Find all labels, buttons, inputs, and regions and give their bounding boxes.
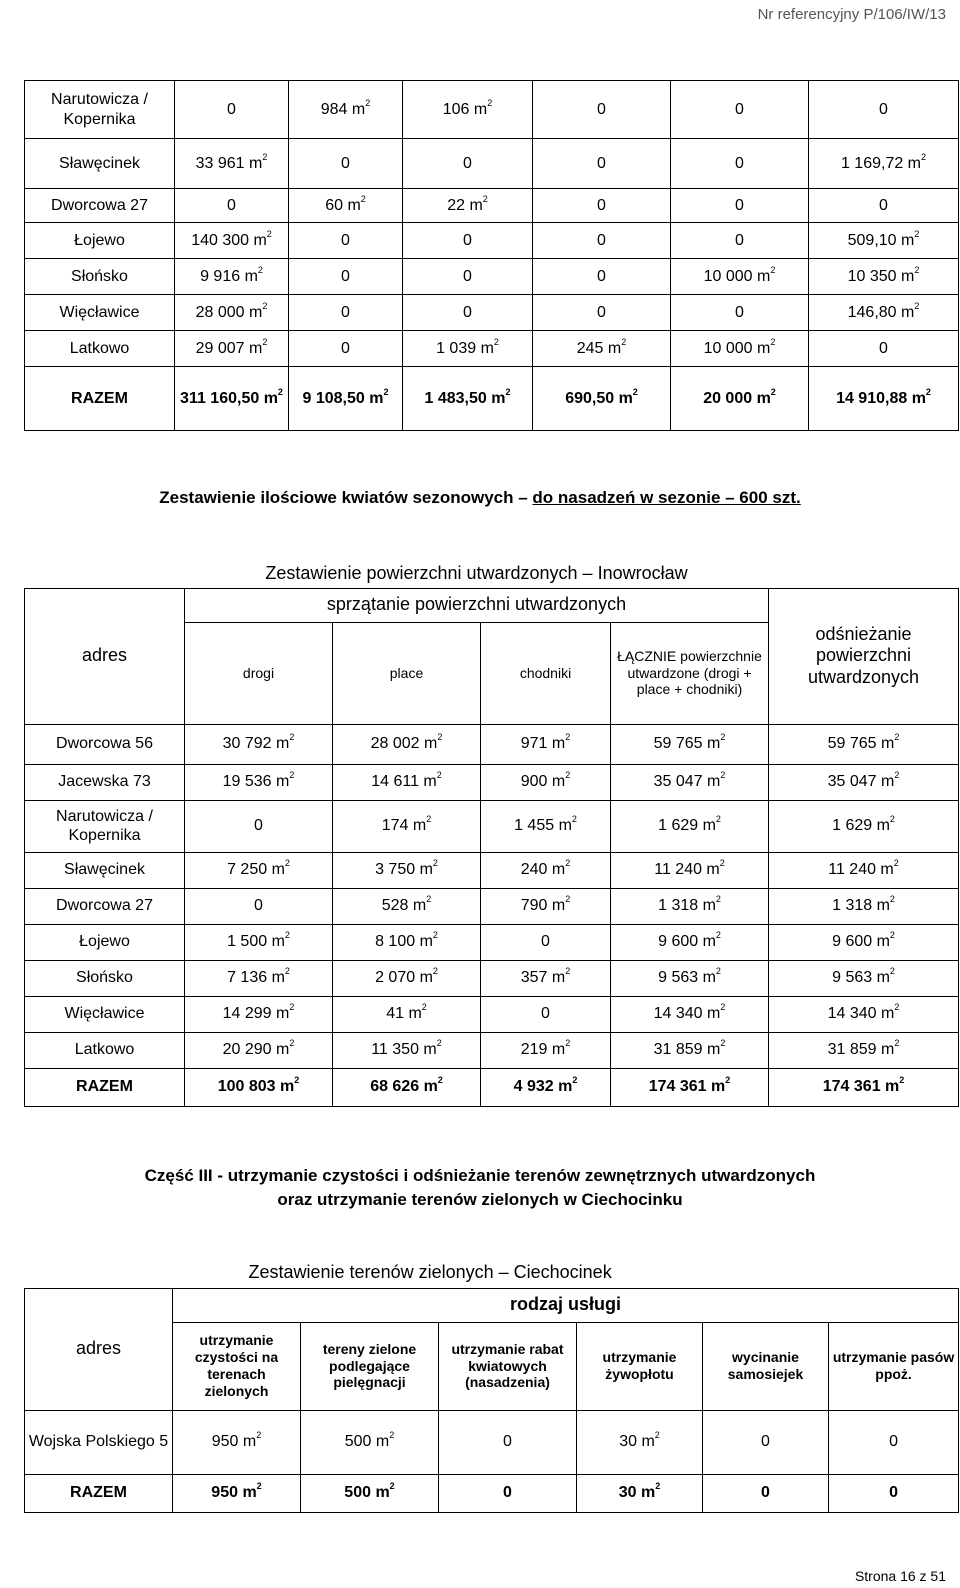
- table3-cell: 500 $m^2$: [301, 1410, 439, 1474]
- table1-total-cell: 690,50 $m^2$: [533, 367, 671, 431]
- superscript: 2: [720, 1002, 726, 1013]
- superscript: 2: [426, 814, 432, 825]
- table1-cell: 146,80 $m^2$: [809, 295, 959, 331]
- table1-cell: 0: [289, 295, 403, 331]
- table1-cell: 0: [175, 189, 289, 223]
- superscript: 2: [289, 732, 295, 743]
- table1-cell: 984 $m^2$: [289, 81, 403, 139]
- table1-cell: 9 916 $m^2$: [175, 259, 289, 295]
- superscript: 2: [572, 1075, 578, 1086]
- table2-row: [25, 1032, 959, 1068]
- table2-cell: 790 $m^2$: [481, 888, 611, 924]
- table1-cell: 0: [403, 139, 533, 189]
- table1-row: [25, 139, 959, 189]
- table2-row: [25, 800, 959, 852]
- table1-cell: 509,10 $m^2$: [809, 223, 959, 259]
- table-hardened-surfaces: [24, 560, 959, 1107]
- part3-heading: [0, 1166, 960, 1210]
- superscript: 2: [432, 930, 438, 941]
- table3-total-cell: 0: [439, 1474, 577, 1512]
- table2-title: Zestawienie powierzchni utwardzonych – Inowrocław: [265, 562, 688, 583]
- table1-cell: 1 039 $m^2$: [403, 331, 533, 367]
- table2-cell: 9 600 $m^2$: [611, 924, 769, 960]
- table1-row: [25, 259, 959, 295]
- table2-row: [25, 724, 959, 764]
- superscript: 2: [487, 97, 493, 108]
- table2-cell: 11 350 $m^2$: [333, 1032, 481, 1068]
- superscript: 2: [437, 732, 443, 743]
- table2-cell: 0: [481, 996, 611, 1032]
- table2-cell: 1 318 $m^2$: [769, 888, 959, 924]
- table2-row: [25, 960, 959, 996]
- table2-cell: 28 002 $m^2$: [333, 724, 481, 764]
- table3-total-cell: 500 $m^2$: [301, 1474, 439, 1512]
- table3-cell: Wojska Polskiego 5: [25, 1410, 173, 1474]
- superscript: 2: [482, 193, 488, 204]
- superscript: 2: [715, 930, 721, 941]
- table1-cell: 0: [671, 139, 809, 189]
- table2-cell: 357 $m^2$: [481, 960, 611, 996]
- table2-cell: 35 047 $m^2$: [611, 764, 769, 800]
- page-number: Strona 16 z 51: [854, 1568, 946, 1584]
- superscript: 2: [894, 770, 900, 781]
- table2-cell: Dworcowa 27: [25, 888, 185, 924]
- table2-row: [25, 764, 959, 800]
- table-green-areas: [24, 1258, 959, 1513]
- table2-cell: 900 $m^2$: [481, 764, 611, 800]
- table3-title: Zestawienie terenów zielonych – Ciechocinek: [248, 1261, 612, 1282]
- table3-cell: 0: [703, 1410, 829, 1474]
- table2-cell: 971 $m^2$: [481, 724, 611, 764]
- table2-col-adres: adres: [25, 588, 185, 724]
- table1-total-cell: 9 108,50 $m^2$: [289, 367, 403, 431]
- table3-col-5: wycinanie samosiejek: [703, 1322, 829, 1410]
- superscript: 2: [725, 1075, 731, 1086]
- superscript: 2: [266, 228, 272, 239]
- superscript: 2: [720, 732, 726, 743]
- superscript: 2: [565, 1038, 571, 1049]
- table2-cell: 0: [481, 924, 611, 960]
- table-hardened-surfaces-body: [25, 560, 959, 1106]
- table1-cell: 22 $m^2$: [403, 189, 533, 223]
- superscript: 2: [899, 1075, 905, 1086]
- table1-cell: Łojewo: [25, 223, 175, 259]
- table1-total-cell: 14 910,88 $m^2$: [809, 367, 959, 431]
- table3-group: rodzaj usługi: [173, 1288, 959, 1322]
- superscript: 2: [654, 1430, 660, 1441]
- superscript: 2: [365, 97, 371, 108]
- table2-total-row: [25, 1068, 959, 1106]
- superscript: 2: [257, 264, 263, 275]
- table1-cell: 0: [533, 223, 671, 259]
- table1-cell: 0: [809, 189, 959, 223]
- superscript: 2: [436, 1038, 442, 1049]
- superscript: 2: [432, 966, 438, 977]
- table1-cell: Słońsko: [25, 259, 175, 295]
- table1-cell: Sławęcinek: [25, 139, 175, 189]
- table1-cell: 0: [671, 81, 809, 139]
- table1-cell: 0: [533, 139, 671, 189]
- table1-cell: 106 $m^2$: [403, 81, 533, 139]
- table2-cell: Dworcowa 56: [25, 724, 185, 764]
- superscript: 2: [770, 386, 776, 397]
- table1-cell: 0: [809, 81, 959, 139]
- table1-cell: 33 961 $m^2$: [175, 139, 289, 189]
- table1-cell: Dworcowa 27: [25, 189, 175, 223]
- table3-cell: 0: [439, 1410, 577, 1474]
- table2-col-drogi: drogi: [185, 622, 333, 724]
- superscript: 2: [262, 336, 268, 347]
- superscript: 2: [894, 1038, 900, 1049]
- superscript: 2: [715, 894, 721, 905]
- table2-cell: Jacewska 73: [25, 764, 185, 800]
- superscript: 2: [383, 386, 389, 397]
- table3-col-4: utrzymanie żywopłotu: [577, 1322, 703, 1410]
- table3-col-6: utrzymanie pasów ppoż.: [829, 1322, 959, 1410]
- table3-cell: 0: [829, 1410, 959, 1474]
- superscript: 2: [294, 1075, 300, 1086]
- superscript: 2: [262, 300, 268, 311]
- table2-total-cell: 4 932 $m^2$: [481, 1068, 611, 1106]
- table2-cell: 11 240 $m^2$: [611, 852, 769, 888]
- table2-cell: Łojewo: [25, 924, 185, 960]
- flowers-heading-part2: do nasadzeń w sezonie – 600 szt.: [532, 488, 801, 507]
- table2-row: [25, 996, 959, 1032]
- table2-cell: 528 $m^2$: [333, 888, 481, 924]
- table2-cell: 0: [185, 888, 333, 924]
- table2-cell: 59 765 $m^2$: [611, 724, 769, 764]
- table1-row: [25, 223, 959, 259]
- part3-line2: oraz utrzymanie terenów zielonych w Ciechocinku: [277, 1190, 683, 1209]
- superscript: 2: [360, 193, 366, 204]
- superscript: 2: [565, 894, 571, 905]
- superscript: 2: [262, 151, 268, 162]
- table-area-summary-body: [25, 81, 959, 431]
- superscript: 2: [894, 732, 900, 743]
- table3-total-cell: RAZEM: [25, 1474, 173, 1512]
- superscript: 2: [505, 386, 511, 397]
- superscript: 2: [894, 1002, 900, 1013]
- table2-total-cell: 174 361 $m^2$: [769, 1068, 959, 1106]
- table1-total-cell: 311 160,50 $m^2$: [175, 367, 289, 431]
- table1-cell: Więcławice: [25, 295, 175, 331]
- table2-cell: 31 859 $m^2$: [611, 1032, 769, 1068]
- superscript: 2: [571, 814, 577, 825]
- table1-cell: 29 007 $m^2$: [175, 331, 289, 367]
- table2-cell: 14 340 $m^2$: [769, 996, 959, 1032]
- superscript: 2: [565, 770, 571, 781]
- superscript: 2: [719, 858, 725, 869]
- superscript: 2: [921, 151, 927, 162]
- table2-cell: 0: [185, 800, 333, 852]
- table2-cell: 9 563 $m^2$: [611, 960, 769, 996]
- table2-row: [25, 888, 959, 924]
- table2-col-chodniki: chodniki: [481, 622, 611, 724]
- table1-cell: 0: [671, 223, 809, 259]
- table2-group: sprzątanie powierzchni utwardzonych: [185, 588, 769, 622]
- table2-cell: 8 100 $m^2$: [333, 924, 481, 960]
- table2-cell: 14 299 $m^2$: [185, 996, 333, 1032]
- table2-total-cell: RAZEM: [25, 1068, 185, 1106]
- table2-total-cell: 100 803 $m^2$: [185, 1068, 333, 1106]
- table2-row: [25, 924, 959, 960]
- table2-cell: 9 563 $m^2$: [769, 960, 959, 996]
- superscript: 2: [436, 770, 442, 781]
- superscript: 2: [621, 336, 627, 347]
- superscript: 2: [655, 1481, 661, 1492]
- table1-cell: 0: [403, 295, 533, 331]
- superscript: 2: [889, 930, 895, 941]
- superscript: 2: [889, 894, 895, 905]
- table-area-summary: [24, 80, 959, 431]
- table2-cell: 1 629 $m^2$: [769, 800, 959, 852]
- superscript: 2: [289, 770, 295, 781]
- table2-cell: 59 765 $m^2$: [769, 724, 959, 764]
- table2-cell: 174 $m^2$: [333, 800, 481, 852]
- table1-cell: 140 300 $m^2$: [175, 223, 289, 259]
- table1-cell: 1 169,72 $m^2$: [809, 139, 959, 189]
- table2-cell: 19 536 $m^2$: [185, 764, 333, 800]
- table2-row: [25, 852, 959, 888]
- table1-cell: 0: [289, 139, 403, 189]
- table2-cell: Narutowicza / Kopernika: [25, 800, 185, 852]
- table1-cell: Latkowo: [25, 331, 175, 367]
- table2-cell: 1 455 $m^2$: [481, 800, 611, 852]
- table1-row: [25, 81, 959, 139]
- table1-cell: 0: [533, 81, 671, 139]
- superscript: 2: [256, 1481, 262, 1492]
- superscript: 2: [925, 386, 931, 397]
- table-green-areas-body: [25, 1258, 959, 1512]
- superscript: 2: [284, 858, 290, 869]
- superscript: 2: [565, 732, 571, 743]
- superscript: 2: [889, 966, 895, 977]
- table2-cell: 31 859 $m^2$: [769, 1032, 959, 1068]
- superscript: 2: [914, 300, 920, 311]
- table2-cell: 1 318 $m^2$: [611, 888, 769, 924]
- reference-number: Nr referencyjny P/106/IW/13: [757, 6, 946, 23]
- table3-cell: 950 $m^2$: [173, 1410, 301, 1474]
- table2-cell: 219 $m^2$: [481, 1032, 611, 1068]
- superscript: 2: [256, 1430, 262, 1441]
- table2-cell: 240 $m^2$: [481, 852, 611, 888]
- table1-cell: 0: [403, 259, 533, 295]
- table2-cell: Sławęcinek: [25, 852, 185, 888]
- table1-cell: 0: [671, 189, 809, 223]
- superscript: 2: [426, 894, 432, 905]
- table2-cell: 9 600 $m^2$: [769, 924, 959, 960]
- superscript: 2: [914, 228, 920, 239]
- table2-col-place: place: [333, 622, 481, 724]
- table3-col-adres: adres: [25, 1288, 173, 1410]
- table2-cell: 3 750 $m^2$: [333, 852, 481, 888]
- table3-total-cell: 0: [703, 1474, 829, 1512]
- superscript: 2: [437, 1075, 443, 1086]
- table3-total-cell: 950 $m^2$: [173, 1474, 301, 1512]
- table1-cell: 0: [533, 189, 671, 223]
- table1-cell: 0: [533, 295, 671, 331]
- table2-cell: 20 290 $m^2$: [185, 1032, 333, 1068]
- flowers-heading-part1: Zestawienie ilościowe kwiatów sezonowych –: [159, 488, 533, 507]
- table3-col-1: utrzymanie czystości na terenach zielonych: [173, 1322, 301, 1410]
- table3-row: [25, 1410, 959, 1474]
- superscript: 2: [715, 966, 721, 977]
- superscript: 2: [565, 966, 571, 977]
- table3-total-row: [25, 1474, 959, 1512]
- table1-cell: 0: [403, 223, 533, 259]
- superscript: 2: [632, 386, 638, 397]
- table2-cell: 7 136 $m^2$: [185, 960, 333, 996]
- table1-row: [25, 331, 959, 367]
- table1-cell: 60 $m^2$: [289, 189, 403, 223]
- superscript: 2: [277, 386, 283, 397]
- table1-row: [25, 295, 959, 331]
- table1-cell: 0: [289, 331, 403, 367]
- superscript: 2: [389, 1430, 395, 1441]
- table1-row: [25, 189, 959, 223]
- superscript: 2: [914, 264, 920, 275]
- table1-total-row: [25, 367, 959, 431]
- superscript: 2: [284, 966, 290, 977]
- table2-cell: 14 340 $m^2$: [611, 996, 769, 1032]
- table1-cell: 0: [289, 259, 403, 295]
- superscript: 2: [289, 1002, 295, 1013]
- table2-cell: 35 047 $m^2$: [769, 764, 959, 800]
- table2-col-snow: odśnieżanie powierzchni utwardzonych: [769, 588, 959, 724]
- table2-cell: Więcławice: [25, 996, 185, 1032]
- table1-total-cell: RAZEM: [25, 367, 175, 431]
- superscript: 2: [432, 858, 438, 869]
- table3-total-cell: 0: [829, 1474, 959, 1512]
- table1-cell: 0: [809, 331, 959, 367]
- superscript: 2: [389, 1481, 395, 1492]
- table2-cell: 30 792 $m^2$: [185, 724, 333, 764]
- table2-cell: 1 500 $m^2$: [185, 924, 333, 960]
- superscript: 2: [770, 264, 776, 275]
- table2-cell: 2 070 $m^2$: [333, 960, 481, 996]
- table1-cell: 0: [533, 259, 671, 295]
- table2-col-lacznie: ŁĄCZNIE powierzchnie utwardzone (drogi + place + chodniki): [611, 622, 769, 724]
- table2-cell: Słońsko: [25, 960, 185, 996]
- superscript: 2: [720, 770, 726, 781]
- table1-cell: 10 000 $m^2$: [671, 259, 809, 295]
- table2-cell: Latkowo: [25, 1032, 185, 1068]
- superscript: 2: [770, 336, 776, 347]
- table1-cell: 0: [671, 295, 809, 331]
- part3-line1: Część III - utrzymanie czystości i odśnieżanie terenów zewnętrznych utwardzonych: [144, 1166, 816, 1185]
- superscript: 2: [565, 858, 571, 869]
- superscript: 2: [493, 336, 499, 347]
- superscript: 2: [421, 1002, 427, 1013]
- superscript: 2: [715, 814, 721, 825]
- table1-cell: Narutowicza / Kopernika: [25, 81, 175, 139]
- superscript: 2: [889, 814, 895, 825]
- flowers-heading: [0, 488, 960, 508]
- table2-total-cell: 174 361 $m^2$: [611, 1068, 769, 1106]
- table1-total-cell: 20 000 $m^2$: [671, 367, 809, 431]
- table3-col-3: utrzymanie rabat kwiatowych (nasadzenia): [439, 1322, 577, 1410]
- table1-cell: 10 350 $m^2$: [809, 259, 959, 295]
- superscript: 2: [893, 858, 899, 869]
- table1-cell: 10 000 $m^2$: [671, 331, 809, 367]
- table2-cell: 14 611 $m^2$: [333, 764, 481, 800]
- superscript: 2: [720, 1038, 726, 1049]
- superscript: 2: [284, 930, 290, 941]
- table2-total-cell: 68 626 $m^2$: [333, 1068, 481, 1106]
- table1-cell: 0: [289, 223, 403, 259]
- table1-cell: 245 $m^2$: [533, 331, 671, 367]
- superscript: 2: [289, 1038, 295, 1049]
- table1-cell: 28 000 $m^2$: [175, 295, 289, 331]
- table2-cell: 11 240 $m^2$: [769, 852, 959, 888]
- table1-cell: 0: [175, 81, 289, 139]
- table2-cell: 41 $m^2$: [333, 996, 481, 1032]
- table3-total-cell: 30 $m^2$: [577, 1474, 703, 1512]
- table3-cell: 30 $m^2$: [577, 1410, 703, 1474]
- table2-cell: 7 250 $m^2$: [185, 852, 333, 888]
- table2-cell: 1 629 $m^2$: [611, 800, 769, 852]
- table3-col-2: tereny zielone podlegające pielęgnacji: [301, 1322, 439, 1410]
- table1-total-cell: 1 483,50 $m^2$: [403, 367, 533, 431]
